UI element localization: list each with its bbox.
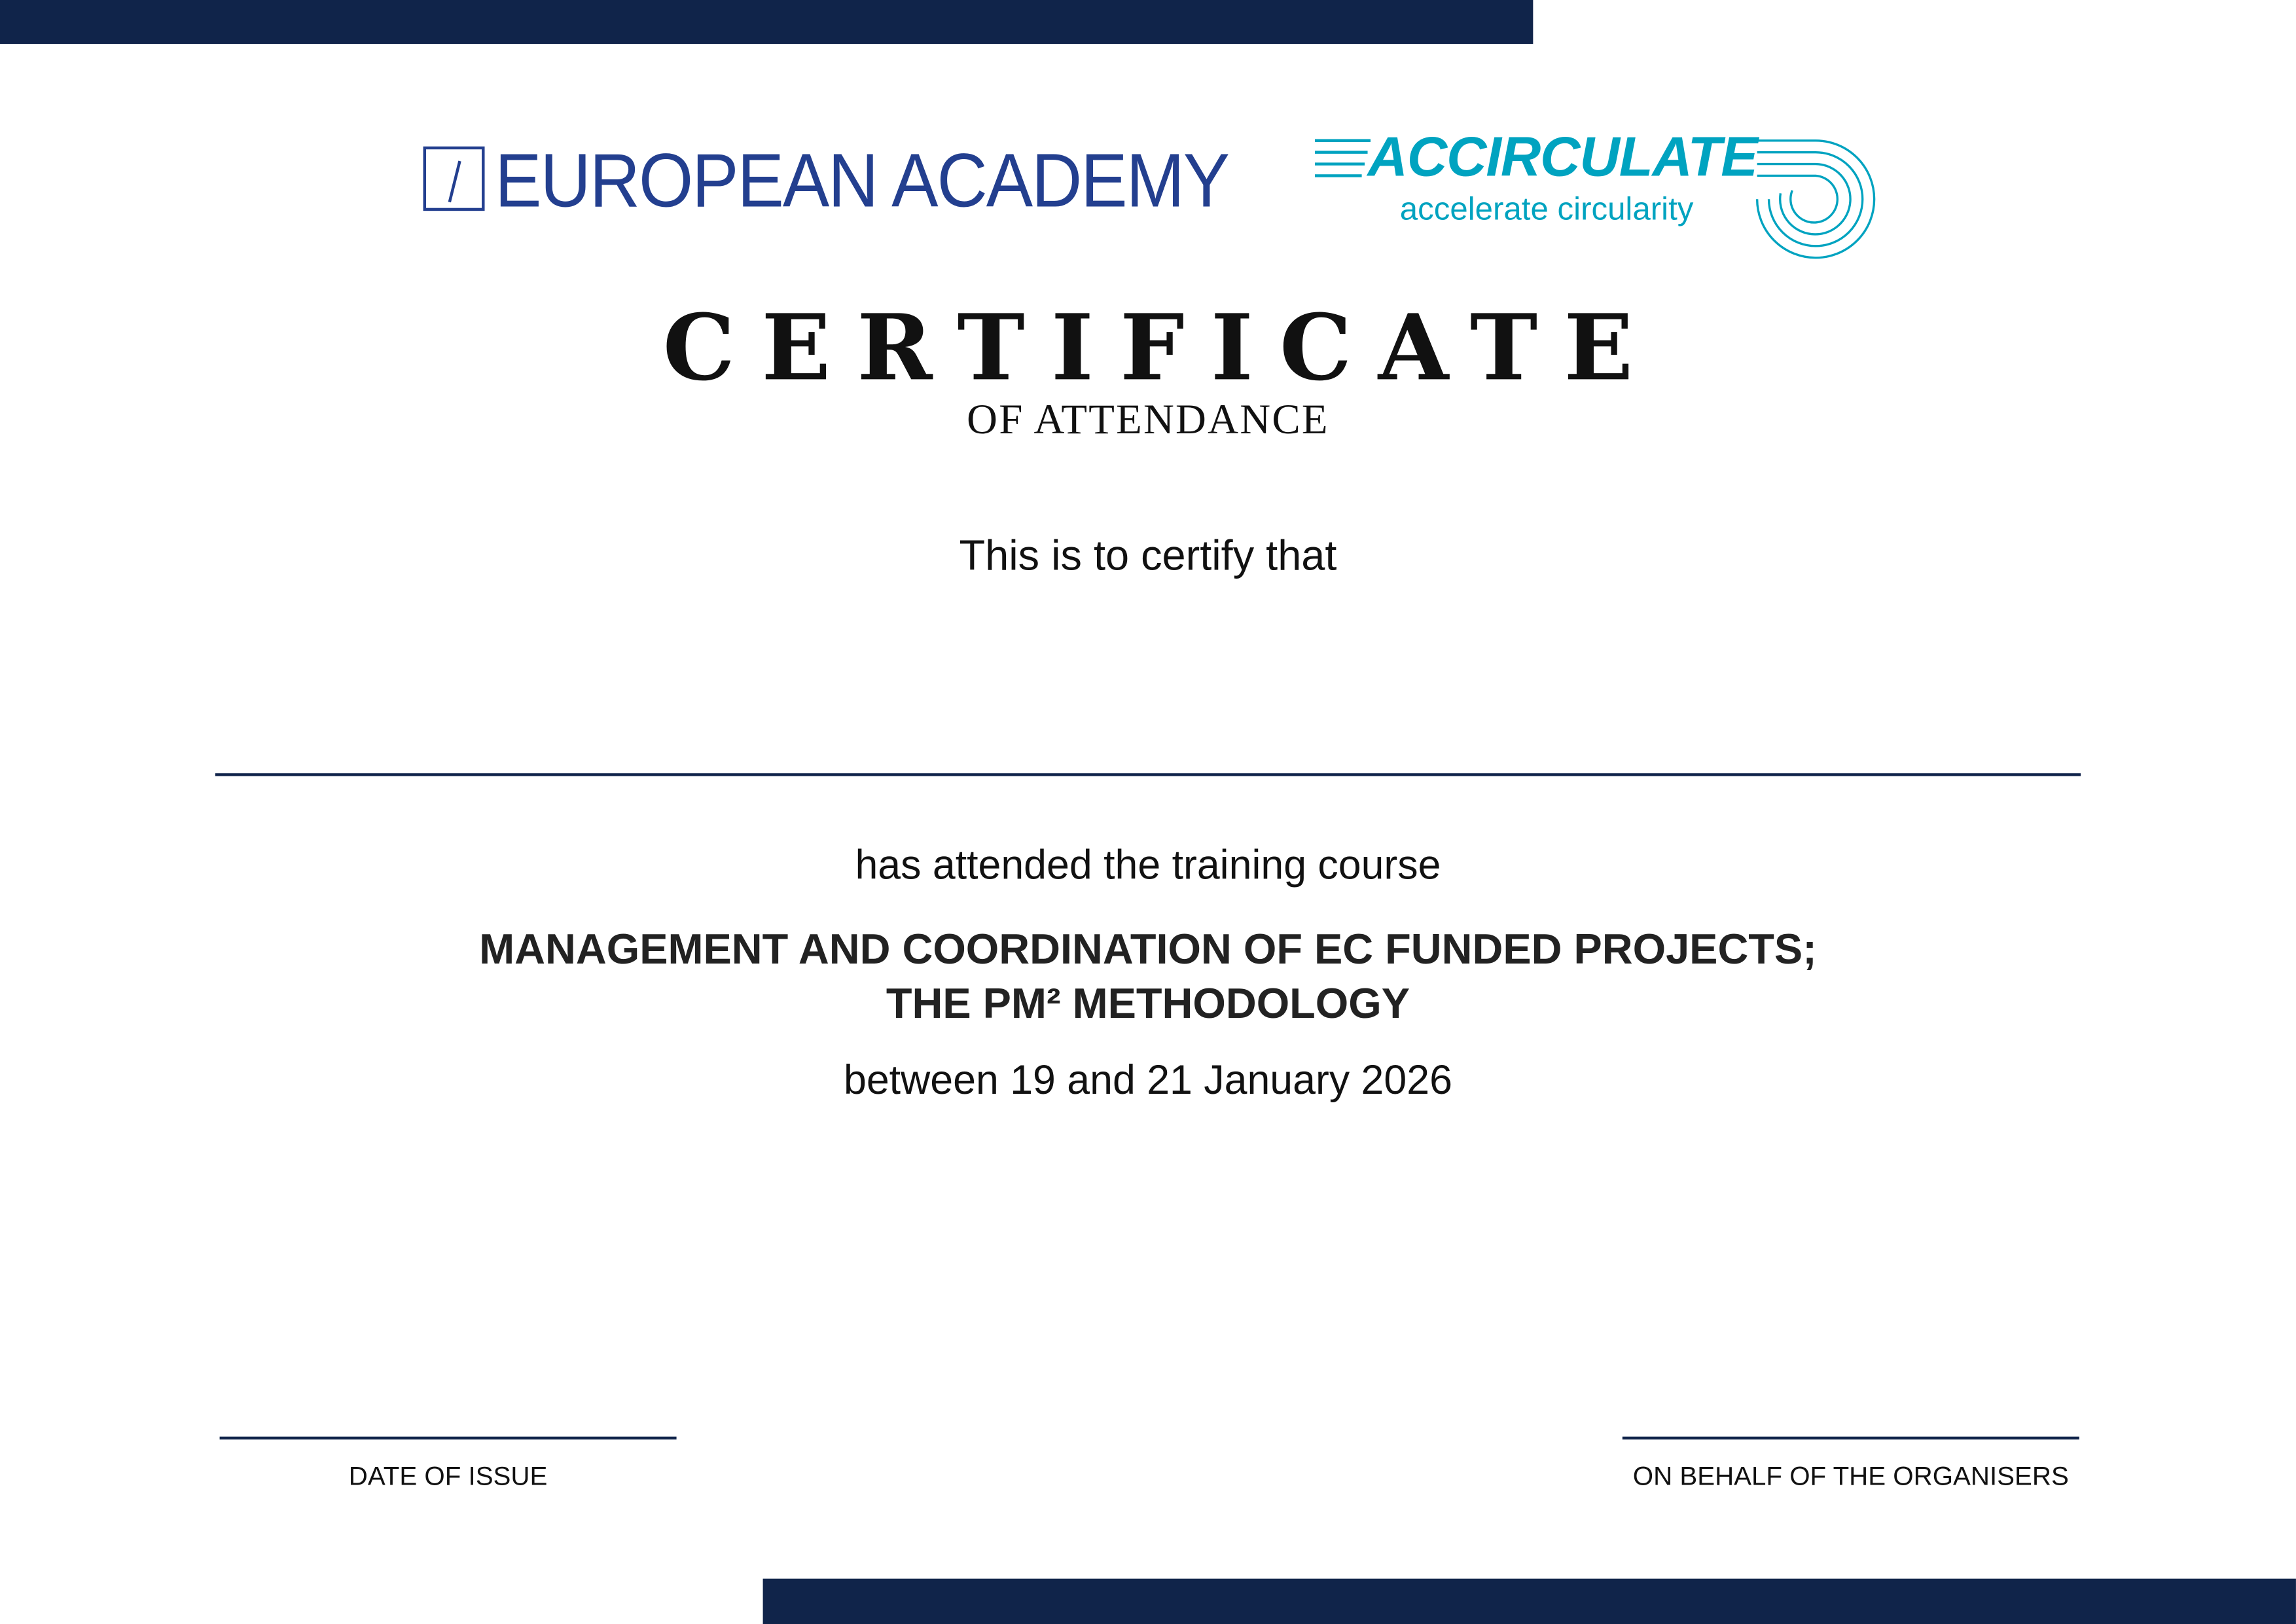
attended-text: has attended the training course (855, 842, 1441, 888)
course-dates: between 19 and 21 January 2026 (843, 1057, 1452, 1103)
recipient-name-line (215, 773, 2081, 776)
certificate-subtitle: OF ATTENDANCE (967, 397, 1329, 444)
top-decorative-bar (0, 0, 1533, 44)
organiser-signature-line (1623, 1437, 2079, 1439)
accirculate-tagline: accelerate circularity (1399, 190, 1694, 227)
accirculate-logo-text: ACCIRCULATE (1367, 127, 1757, 189)
european-academy-logo-mark (423, 147, 485, 211)
date-signature-line (220, 1437, 677, 1439)
course-title-line-2: THE PM² METHODOLOGY (886, 981, 1410, 1028)
course-title-line-1: MANAGEMENT AND COORDINATION OF EC FUNDED PROJECTS; (479, 927, 1817, 974)
accirculate-speed-lines-icon (1312, 135, 1374, 182)
bottom-decorative-bar (763, 1579, 2296, 1624)
accirculate-circles-icon (1751, 135, 1880, 261)
date-of-issue-label: DATE OF ISSUE (348, 1461, 548, 1491)
certificate-title: CERTIFICATE (662, 294, 1660, 401)
intro-text: This is to certify that (959, 533, 1337, 580)
european-academy-logo-text: EUROPEAN ACADEMY (495, 139, 1229, 225)
organisers-label: ON BEHALF OF THE ORGANISERS (1632, 1461, 2069, 1491)
